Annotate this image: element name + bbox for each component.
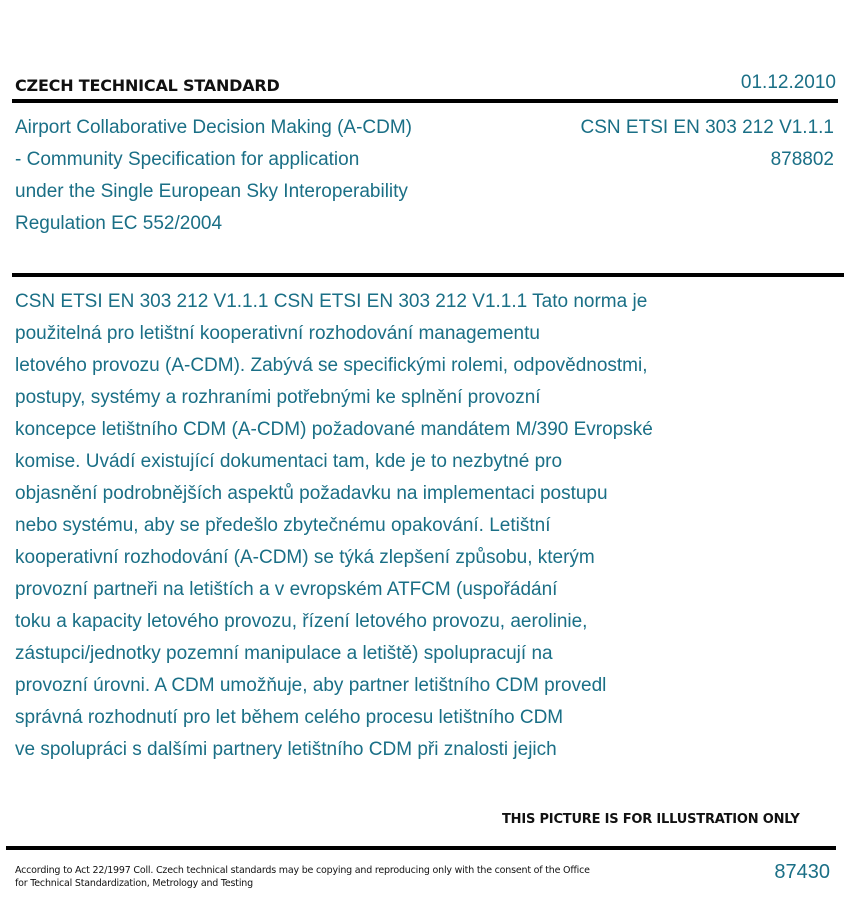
body-line: postupy, systémy a rozhraními potřebnými ke splnění provozní (15, 387, 541, 408)
header-title: CZECH TECHNICAL STANDARD (15, 76, 280, 95)
body-line: nebo systému, aby se předešlo zbytečnému opakování. Letištní (15, 515, 551, 536)
document-title (15, 112, 495, 240)
body-line: provozní partneři na letištích a v evropském ATFCM (uspořádání (15, 579, 558, 600)
body-line: správná rozhodnutí pro let během celého procesu letištního CDM (15, 707, 564, 728)
body-line: letového provozu (A-CDM). Zabývá se specifickými rolemi, odpovědnostmi, (15, 355, 648, 376)
title-line: Airport Collaborative Decision Making (A-CDM) (15, 117, 413, 138)
body-line: kooperativní rozhodování (A-CDM) se týká zlepšení způsobu, kterým (15, 547, 595, 568)
copyright-line: According to Act 22/1997 Coll. Czech technical standards may be copying and reproducing only with the consent of the Office (15, 865, 590, 876)
body-line: komise. Uvádí existující dokumentaci tam, kde je to nezbytné pro (15, 451, 563, 472)
publication-date: 01.12.2010 (740, 72, 836, 93)
body-line: zástupci/jednotky pozemní manipulace a letiště) spolupracují na (15, 643, 553, 664)
body-line: objasnění podrobnějších aspektů požadavku na implementaci postupu (15, 483, 608, 504)
document-codes (581, 112, 834, 176)
standard-code: CSN ETSI EN 303 212 V1.1.1 (580, 117, 834, 138)
copyright-note (15, 864, 590, 890)
body-line: provozní úrovni. A CDM umožňuje, aby partner letištního CDM provedl (15, 675, 607, 696)
title-divider (12, 273, 844, 277)
header-divider (12, 99, 838, 103)
body-line: použitelná pro letištní kooperativní rozhodování managementu (15, 323, 540, 344)
body-line: CSN ETSI EN 303 212 V1.1.1 CSN ETSI EN 303 212 V1.1.1 Tato norma je (15, 291, 648, 312)
document-number: 87430 (774, 861, 830, 883)
body-line: toku a kapacity letového provozu, řízení letového provozu, aerolinie, (15, 611, 588, 632)
catalog-number: 878802 (770, 149, 834, 170)
body-line: ve spolupráci s dalšími partnery letištního CDM při znalosti jejich (15, 739, 557, 760)
title-line: Regulation EC 552/2004 (15, 213, 223, 234)
title-line: under the Single European Sky Interoperability (15, 181, 408, 202)
footer-divider (6, 846, 836, 850)
title-line: - Community Specification for application (15, 149, 360, 170)
body-line: koncepce letištního CDM (A-CDM) požadované mandátem M/390 Evropské (15, 419, 653, 440)
illustration-note: THIS PICTURE IS FOR ILLUSTRATION ONLY (502, 812, 800, 827)
abstract-text (15, 286, 815, 766)
copyright-line: for Technical Standardization, Metrology and Testing (15, 878, 253, 889)
